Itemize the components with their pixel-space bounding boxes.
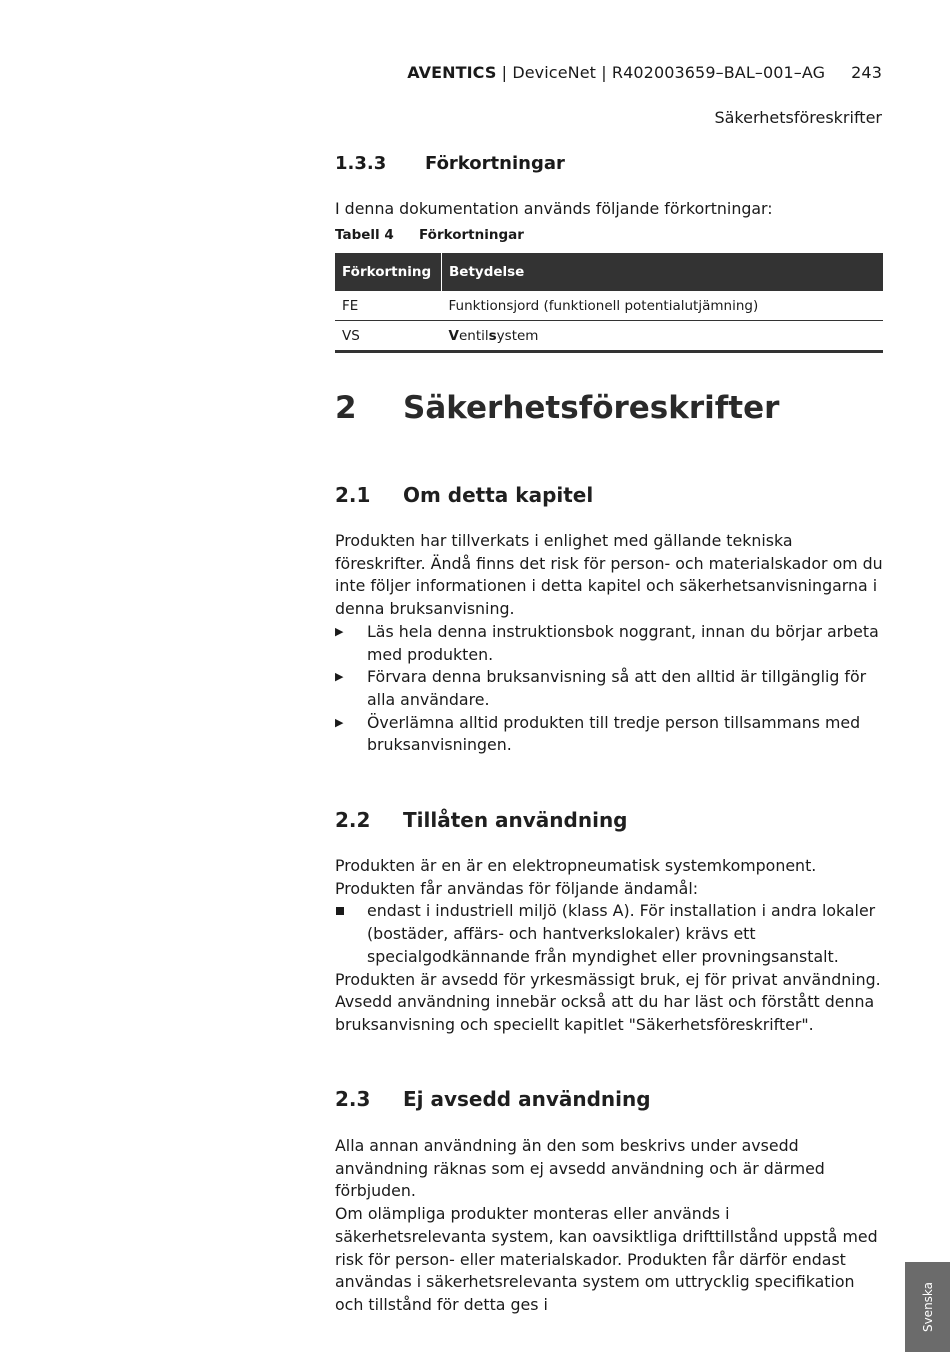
- table-row: [335, 321, 883, 352]
- abbreviation-cell: FE: [335, 291, 442, 321]
- meaning-cell: Funktionsjord (funktionell potentialutjämning): [442, 291, 884, 321]
- section-2-2-body: [335, 855, 885, 1037]
- table-header-row: [335, 253, 883, 291]
- heading-number: 1.3.3: [335, 153, 387, 174]
- running-header: [335, 63, 882, 82]
- table-caption: [335, 227, 524, 243]
- table-label: Tabell 4: [335, 227, 394, 243]
- meaning-cell: [442, 321, 884, 352]
- meaning-part: entil: [458, 327, 489, 344]
- heading-number: 2.3: [335, 1087, 371, 1111]
- abbreviations-intro: I denna dokumentation används följande förkortningar:: [335, 199, 773, 218]
- paragraph: Alla annan användning än den som beskrivs under avsedd användning räknas som ej avsedd användning och är därmed förbjuden.: [335, 1136, 825, 1201]
- list-item: endast i industriell miljö (klass A). För installation i andra lokaler (bostäder, affärs- och hantverkslokaler) krävs ett specialgodkännande från myndighet eller provningsanstalt.: [335, 900, 885, 968]
- paragraph: Produkten är avsedd för yrkesmässigt bruk, ej för privat användning.: [335, 969, 881, 989]
- heading-number: 2.2: [335, 808, 371, 832]
- list-item: ▶ Läs hela denna instruktionsbok noggrant, innan du börjar arbeta med produkten.: [335, 621, 879, 664]
- abbreviation-cell: VS: [335, 321, 442, 352]
- square-bullet-icon: [336, 907, 344, 915]
- brand-name: AVENTICS: [407, 63, 497, 82]
- section-2-1-body: [335, 530, 885, 757]
- column-header-meaning: Betydelse: [442, 253, 884, 291]
- heading-2-2: [335, 808, 628, 832]
- abbreviations-table: [335, 253, 883, 353]
- running-section-title: Säkerhetsföreskrifter: [714, 108, 882, 127]
- heading-2-3: [335, 1087, 651, 1111]
- paragraph: Produkten får användas för följande ändamål:: [335, 878, 699, 898]
- arrow-bullet-icon: ▶: [335, 715, 344, 729]
- meaning-letter-bold: V: [448, 327, 459, 344]
- heading-1-3-3: [335, 153, 565, 174]
- table-row: [335, 291, 883, 321]
- list-item: ▶ Överlämna alltid produkten till tredje person tillsammans med bruksanvisningen.: [335, 712, 861, 755]
- column-header-abbreviation: Förkortning: [335, 253, 442, 291]
- heading-title: Förkortningar: [425, 153, 565, 174]
- list-item: ▶ Förvara denna bruksanvisning så att den alltid är tillgänglig för alla användare.: [335, 667, 867, 709]
- document-id: | DeviceNet | R402003659–BAL–001–AG: [496, 63, 826, 82]
- table-title: Förkortningar: [419, 227, 524, 243]
- usage-list: [335, 900, 885, 968]
- meaning-part: ystem: [496, 327, 539, 344]
- language-tab: [905, 1262, 950, 1352]
- section-2-3-body: [335, 1135, 885, 1317]
- paragraph: Produkten har tillverkats i enlighet med gällande tekniska föreskrifter. Ändå finns det risk för person- och materialskador om du inte följer informationen i detta kapitel och säkerhetsanvisningarna i denna bruksanvisning.: [335, 531, 883, 619]
- heading-title: Om detta kapitel: [403, 483, 594, 507]
- paragraph: Avsedd användning innebär också att du har läst och förstått denna bruksanvisning och speciellt kapitlet "Säkerhetsföreskrifter".: [335, 992, 875, 1034]
- chapter-number: 2: [335, 390, 357, 426]
- arrow-bullet-icon: ▶: [335, 670, 344, 684]
- heading-2-1: [335, 483, 593, 507]
- language-label: Svenska: [920, 1281, 935, 1333]
- page-number: 243: [851, 63, 882, 82]
- heading-title: Tillåten användning: [403, 808, 628, 832]
- paragraph: Om olämpliga produkter monteras eller används i säkerhetsrelevanta system, kan oavsiktliga drifttillstånd uppstå med risk för person- eller materialskador. Produkten får därför endast användas i säkerhetsrelevanta system om uttrycklig specifikation och tillstånd för detta ges i: [335, 1204, 878, 1314]
- heading-number: 2.1: [335, 483, 371, 507]
- heading-title: Ej avsedd användning: [403, 1087, 651, 1111]
- paragraph: Produkten är en är en elektropneumatisk systemkomponent.: [335, 856, 817, 875]
- meaning-letter-bold: s: [488, 327, 497, 344]
- chapter-title: Säkerhetsföreskrifter: [403, 390, 780, 426]
- chapter-heading: [335, 390, 779, 426]
- arrow-bullet-icon: ▶: [335, 624, 344, 638]
- instruction-list: [335, 621, 885, 757]
